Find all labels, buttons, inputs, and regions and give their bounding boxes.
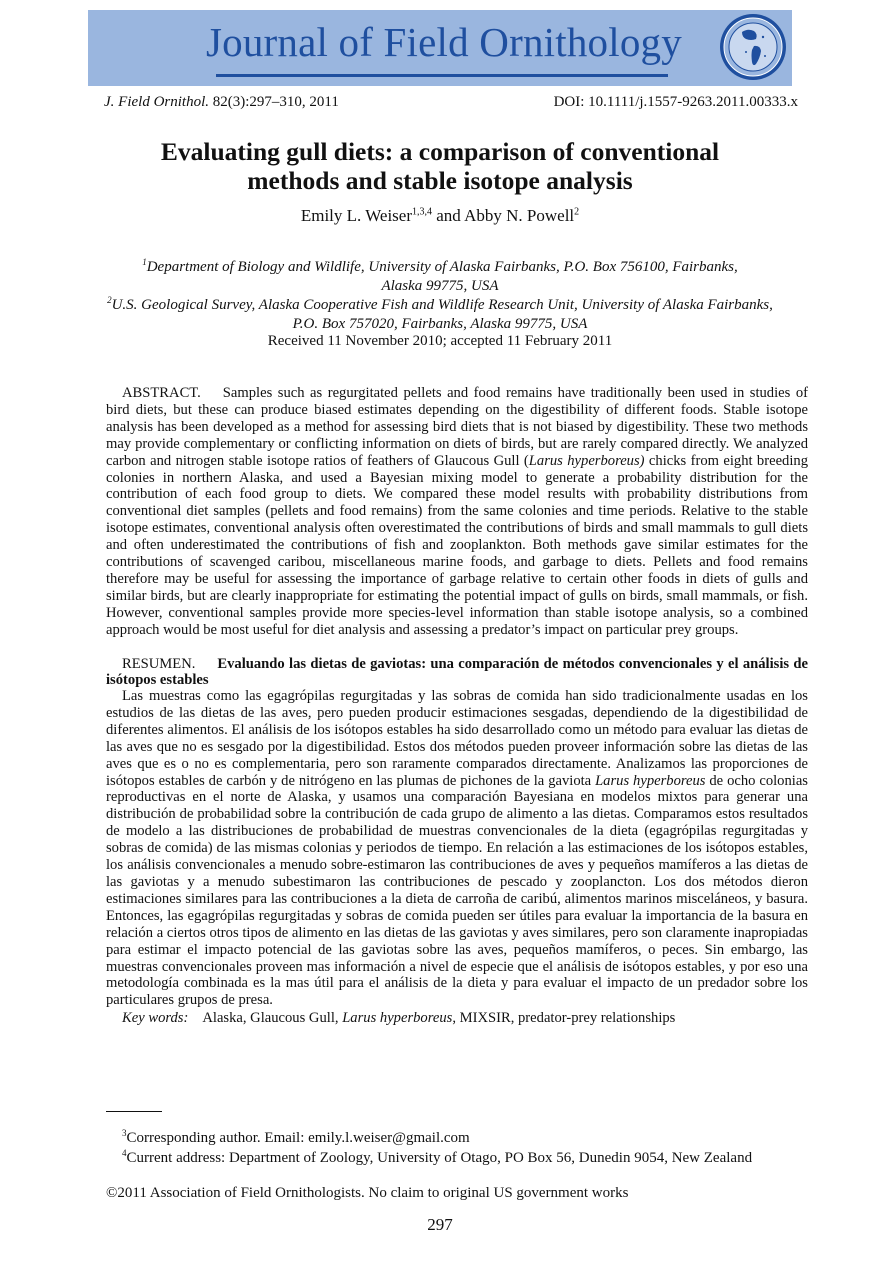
resumen: [106, 656, 808, 1009]
affiliation: [90, 291, 790, 334]
affiliation-text: U.S. Geological Survey, Alaska Cooperative Fish and Wildlife Research Unit, University of Alaska Fairbanks,: [111, 297, 773, 313]
authors: [90, 206, 790, 226]
abstract: [106, 385, 808, 639]
citation: [104, 92, 339, 112]
article-title-line: Evaluating gull diets: a comparison of conventional: [160, 137, 720, 166]
resumen-label: RESUMEN.: [122, 656, 196, 672]
affiliation-text: Department of Biology and Wildlife, University of Alaska Fairbanks, P.O. Box 756100, Fairbanks,: [146, 259, 738, 275]
citation-journal: J. Field Ornithol.: [104, 94, 209, 110]
keywords-text: Alaska, Glaucous Gull,: [202, 1010, 343, 1026]
species-name: Larus hyperboreus: [342, 1010, 453, 1026]
affiliation-mark: 1: [142, 257, 147, 267]
resumen-text: Las muestras como las egagrópilas regurgitadas y las sobras de comida han sido tradicionalmente usadas en los estudios de las dietas de las aves, pero pueden producir estimaciones sesgadas, dependiendo de la digestibilidad de diferentes alimentos. El análisis de los isótopos estables ha sido desarrollado como un método para evaluar las dietas de las aves que no es sesgado por la digestibilidad. Estos dos métodos pueden proveer información sobre las dietas de las aves que es o no es complementaria, pero son raramente comparados directamente. Analizamos las proporciones de isótopos estables de carbón y de nitrógeno en las plumas de pichones de la gaviota: [106, 688, 808, 789]
abstract-text: chicks from eight breeding colonies in northern Alaska, and used a Bayesian mixing model to generate a probability distribution for the contribution of each food group to diets. We compared these model results with probability distributions from conventional diet samples (pellets and food remains) from the same colonies and time periods. Relative to the stable isotope estimates, conventional analysis often overestimated the contributions of birds and small mammals to gull diets and often underestimated the contributions of fish and zooplankton. Both methods gave similar estimates for the contributions of scavenged caribou, miscellaneous marine foods, and garbage to diets. Pellets and food remains therefore may be useful for assessing the importance of garbage relative to certain other foods in diets of gulls and similar birds, but are clearly inappropriate for estimating the potential impact of gulls on birds, small mammals, or fish. However, conventional samples provide more species-level information than stable isotope analysis, so a combined approach would be most useful for diet analysis and assessing a predator’s impact on particular prey groups.: [106, 452, 808, 638]
journal-name: Journal of Field Ornithology: [206, 19, 682, 65]
affiliation: [90, 253, 790, 296]
keywords-label: Key words:: [122, 1010, 189, 1026]
author-affiliation-marks: 1,3,4: [412, 206, 432, 218]
copyright-notice: ©2011 Association of Field Ornithologists. No claim to original US government works: [106, 1185, 629, 1201]
author-name: Abby N. Powell: [464, 206, 575, 225]
author-conjunction: and: [432, 206, 465, 225]
keywords: [122, 1010, 675, 1027]
affiliation-text: P.O. Box 757020, Fairbanks, Alaska 99775, USA: [292, 316, 588, 332]
resumen-text: de ocho colonias reproductivas en el norte de Alaska, y usamos una comparación Bayesiana en modelos mixtos para generar una distribución de probabilidad sobre la contribución de cada grupo de alimento a las dietas. Comparamos estos resultados de modelo a las distribuciones de probabilidad de muestras convencionales de la dieta (egagrópilas regurgitadas y sobras de comida) de las mismas colonias y periodos de tiempo. En relación a las estimaciones de los isótopos estables, los análisis convencionales a menudo sobre-estimaron las contribuciones de aves y pequeños mamíferos a las dietas de las gaviotas y a menudo subestimaron las contribuciones de pescado y zooplancton. Los dos métodos dieron estimaciones similares para las contribuciones a la dieta de carroña de caribú, alimentos marinos misceláneos, y basura. Entonces, las egagrópilas regurgitadas y sobras de comida pueden ser útiles para evaluar la importancia de la basura en relación a ciertos otros tipos de alimento en las dietas de las gaviotas y aves similares, pero son claramente inapropiadas para estimar el impacto potencial de las gaviotas sobre las aves, pequeños mamíferos, o peces. Sin embargo, las muestras convencionales proveen mas información a nivel de especie que el análisis de isótopos estables, y por eso una metodología combinada es la mas útil para el análisis de la dieta y para evaluar el impacto de un predador sobre los particulares grupos de presa.: [106, 772, 808, 1009]
article-title: [90, 137, 790, 195]
article-title-line: methods and stable isotope analysis: [247, 166, 633, 195]
footnote: [122, 1143, 752, 1168]
affiliation-text: Alaska 99775, USA: [381, 278, 499, 294]
doi[interactable]: DOI: 10.1111/j.1557-9263.2011.00333.x: [553, 94, 798, 110]
footnote-text: Current address: Department of Zoology, University of Otago, PO Box 56, Dunedin 9054, New Zealand: [126, 1150, 753, 1166]
journal-banner: [88, 10, 792, 86]
citation-details: 82(3):297–310, 2011: [212, 94, 339, 110]
species-name: Larus hyperboreus): [528, 452, 645, 469]
species-name: Larus hyperboreus: [595, 772, 706, 789]
footnote-divider: [106, 1111, 162, 1112]
seal-icon: [718, 12, 788, 82]
received-dates: Received 11 November 2010; accepted 11 February 2011: [267, 333, 613, 349]
banner-underline: [216, 74, 668, 77]
author-affiliation-marks: 2: [574, 206, 580, 218]
footnote-mark: 4: [122, 1148, 127, 1158]
abstract-label: ABSTRACT.: [122, 385, 201, 401]
footnote-text: Corresponding author. Email: emily.l.weiser@gmail.com: [126, 1130, 470, 1146]
footnote-mark: 3: [122, 1128, 127, 1138]
author-name: Emily L. Weiser: [300, 206, 412, 225]
affiliation-mark: 2: [107, 295, 112, 305]
resumen-title: Evaluando las dietas de gaviotas: una comparación de métodos convencionales y el análisis de isótopos estables: [106, 656, 808, 688]
abstract-text: Samples such as regurgitated pellets and food remains have traditionally been used in studies of bird diets, but these can produce biased estimates depending on the digestibility of different foods. Stable isotope analysis has been developed as a method for assessing bird diets that is not biased by digestibility. These two methods may provide complementary or conflicting information on diets of birds, but are rarely compared directly. We analyzed carbon and nitrogen stable isotope ratios of feathers of Glaucous Gull (: [106, 385, 808, 469]
page-number: 297: [427, 1215, 453, 1234]
keywords-text: , MIXSIR, predator-prey relationships: [452, 1010, 676, 1026]
